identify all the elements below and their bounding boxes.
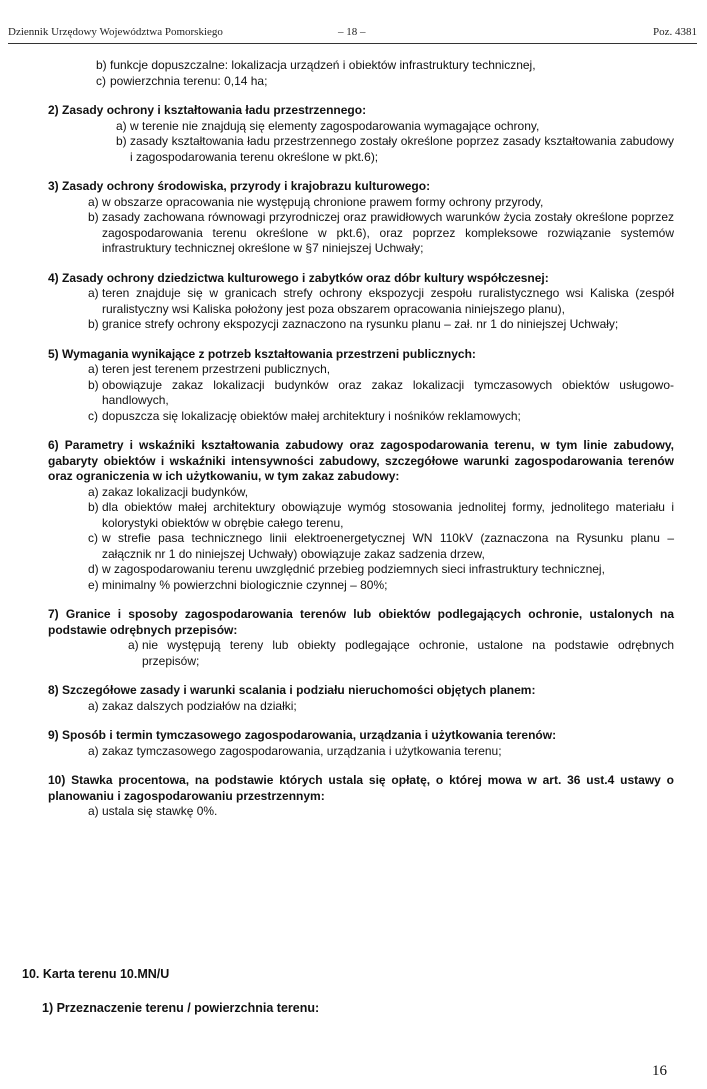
list-item: a) zakaz dalszych podziałów na działki;	[88, 698, 297, 713]
list-item: c) w strefie pasa technicznego linii elektroenergetycznej WN 110kV (zaznaczona na Rysunku planu – załącznik nr 1 do niniejszej Uchwały) obowiązuje zakaz sadzenia drzew,	[88, 531, 674, 561]
list-item: a) ustala się stawkę 0%.	[88, 804, 218, 818]
list-item: a) zakaz tymczasowego zagospodarowania, urządzania i użytkowania terenu;	[88, 743, 502, 758]
section-title: 6) Parametry i wskaźniki kształtowania zabudowy oraz zagospodarowania terenu, w tym linie zabudowy, gabaryty obiektów i wskaźniki intensywności zabudowy, szczegółowe warunki zagospodarowania terenów oraz ograniczenia w ich użytkowaniu, w tym zakaz zabudowy:	[48, 438, 674, 483]
journal-title: Dziennik Urzędowy Województwa Pomorskiego	[8, 26, 223, 38]
page-header	[8, 26, 697, 42]
section-9	[48, 728, 674, 759]
header-position: Poz. 4381	[653, 26, 697, 38]
section-3	[48, 179, 674, 257]
list-item: a) teren znajduje się w granicach strefy ochrony ekspozycji zespołu ruralistycznego wsi Kaliska (zespół ruralistyczny wsi Kaliska położony jest poza obszarem opracowania niniejszego planu),	[88, 286, 674, 316]
list-item: b) dla obiektów małej architektury obowiązuje wymóg stosowania jednolitej formy, jednolitego materiału i kolorystyki obiektów w obrębie całego terenu,	[88, 500, 674, 530]
heading-karta-terenu: 10. Karta terenu 10.MN/U	[22, 967, 170, 981]
list-item: b) obowiązuje zakaz lokalizacji budynków oraz zakaz lokalizacji tymczasowych obiektów usługowo-handlowych,	[88, 377, 674, 407]
list-item: c) powierzchnia terenu: 0,14 ha;	[96, 73, 268, 88]
section-title: 7) Granice i sposoby zagospodarowania terenów lub obiektów podlegających ochronie, ustalonych na podstawie odrębnych przepisów:	[48, 607, 674, 637]
list-item: c) dopuszcza się lokalizację obiektów małej architektury i nośników reklamowych;	[88, 408, 521, 423]
list-item: d) w zagospodarowaniu terenu uwzględnić przebieg podziemnych sieci infrastruktury technicznej,	[88, 562, 605, 576]
section-title: 3) Zasady ochrony środowiska, przyrody i krajobrazu kulturowego:	[48, 179, 431, 193]
list-item: b) zasady zachowana równowagi przyrodniczej oraz prawidłowych warunków życia zostały określone poprzez zagospodarowania terenu określone w pkt.6), oraz poprzez kompleksowe rozwiązanie systemów infrastruktury technicznej określone w §7 niniejszej Uchwały;	[88, 210, 674, 255]
list-item: a) nie występują tereny lub obiekty podlegające ochronie, ustalone na podstawie odrębnych przepisów;	[128, 638, 674, 668]
list-item: b) funkcje dopuszczalne: lokalizacja urządzeń i obiektów infrastruktury technicznej,	[96, 58, 536, 72]
list-item: b) zasady kształtowania ładu przestrzennego zostały określone poprzez zasady kształtowania zabudowy i zagospodarowania terenu określone w pkt.6);	[116, 134, 674, 164]
header-rule	[8, 43, 697, 44]
section-title: 4) Zasady ochrony dziedzictwa kulturowego i zabytków oraz dóbr kultury współczesnej:	[48, 270, 549, 285]
section-2	[48, 103, 674, 165]
top-items	[48, 58, 674, 89]
section-7	[48, 607, 674, 669]
section-6	[48, 438, 674, 593]
list-item: e) minimalny % powierzchni biologicznie czynnej – 80%;	[88, 577, 388, 592]
list-item: a) w terenie nie znajdują się elementy zagospodarowania wymagające ochrony,	[116, 118, 540, 133]
heading-przeznaczenie: 1) Przeznaczenie terenu / powierzchnia terenu:	[42, 1001, 320, 1015]
section-title: 9) Sposób i termin tymczasowego zagospodarowania, urządzania i użytkowania terenów:	[48, 728, 557, 742]
list-item: b) granice strefy ochrony ekspozycji zaznaczono na rysunku planu – zał. nr 1 do niniejszej Uchwały;	[88, 317, 619, 331]
section-8	[48, 683, 674, 714]
section-title: 5) Wymagania wynikające z potrzeb kształtowania przestrzeni publicznych:	[48, 346, 476, 361]
header-page-number: – 18 –	[338, 26, 366, 38]
section-title: 2) Zasady ochrony i kształtowania ładu przestrzennego:	[48, 103, 367, 117]
document-body	[48, 58, 674, 834]
list-item: a) teren jest terenem przestrzeni publicznych,	[88, 362, 331, 376]
section-title: 8) Szczegółowe zasady i warunki scalania i podziału nieruchomości objętych planem:	[48, 683, 536, 697]
section-10	[48, 773, 674, 820]
list-item: a) zakaz lokalizacji budynków,	[88, 484, 249, 499]
page-number: 16	[652, 1063, 667, 1079]
section-title: 10) Stawka procentowa, na podstawie których ustala się opłatę, o której mowa w art. 36 ust.4 ustawy o planowaniu i zagospodarowaniu przestrzennym:	[48, 773, 674, 803]
section-4	[48, 271, 674, 333]
list-item: a) w obszarze opracowania nie występują chronione prawem formy ochrony przyrody,	[88, 194, 544, 209]
section-5	[48, 347, 674, 425]
